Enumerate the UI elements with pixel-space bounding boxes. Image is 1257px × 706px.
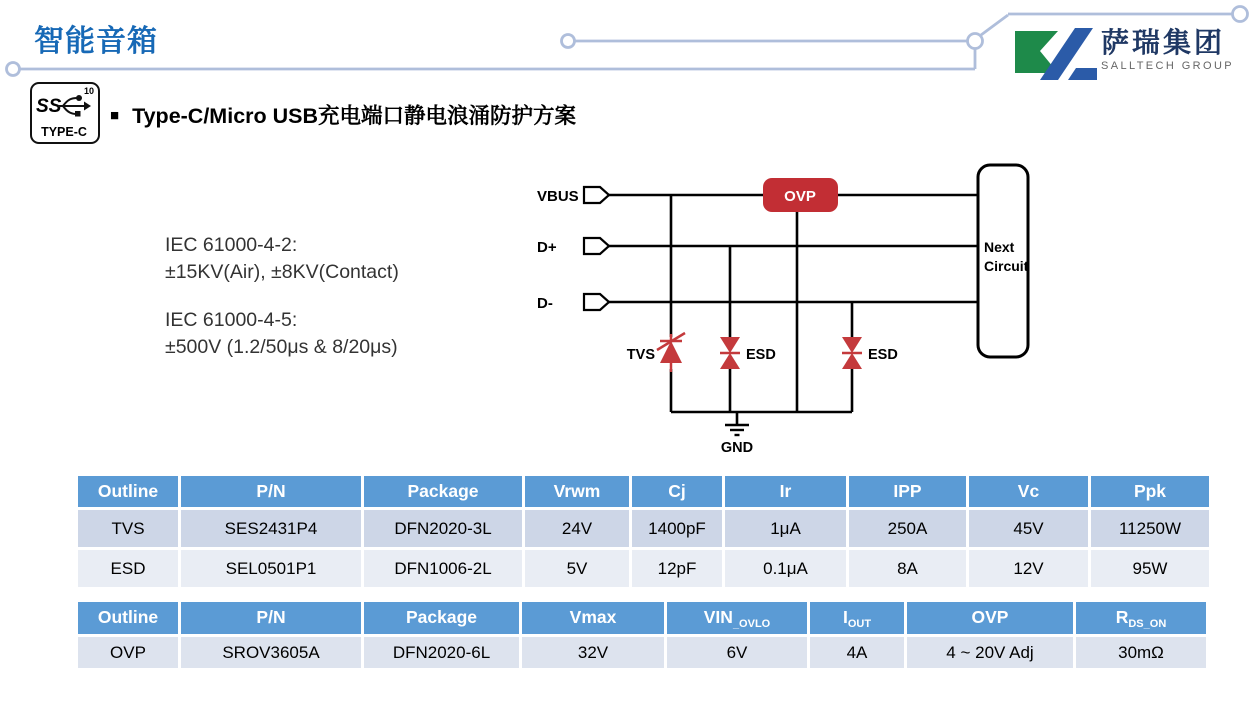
logo-name-cn: 萨瑞集团 [1101, 27, 1226, 58]
spec-gap [165, 286, 399, 307]
cell: 1400pF [632, 510, 722, 547]
cell: ESD [78, 550, 178, 587]
col-rds-on: $R_{DS\_ON}$ [1076, 602, 1206, 634]
esd-diode-icon-2 [842, 337, 862, 369]
next-circuit-label-2: Circuit [984, 258, 1029, 274]
section-title: Type-C/Micro USB充电端口静电浪涌防护方案 [132, 104, 577, 128]
typec-badge [30, 82, 100, 144]
tvs-label: TVS [626, 347, 655, 363]
col-package: Package [364, 602, 519, 634]
port-connector-icons [584, 187, 609, 310]
tvs-diode-icon [657, 333, 685, 372]
table-row-tvs [78, 510, 1209, 547]
col-pn: P/N [181, 476, 361, 507]
iec-rating-1: ±15KV(Air), ±8KV(Contact) [165, 261, 399, 283]
col-iout: $I_{OUT}$ [810, 602, 904, 634]
cell: 12V [969, 550, 1088, 587]
esd-label-2: ESD [868, 347, 898, 363]
ground-icon [725, 425, 749, 435]
dplus-label: D+ [537, 239, 557, 256]
decor-circle-right [1233, 7, 1248, 22]
col-outline: Outline [78, 602, 178, 634]
table1-header-row [78, 476, 1209, 507]
dminus-connector-icon [584, 294, 609, 310]
col-ovp: OVP [907, 602, 1073, 634]
gnd-label: GND [720, 440, 754, 456]
col-vrwm: Vrwm [525, 476, 629, 507]
cell: DFN2020-3L [364, 510, 522, 547]
cell: 5V [525, 550, 629, 587]
iec-rating-2: ±500V (1.2/50μs & 8/20μs) [165, 336, 398, 358]
section-heading [110, 99, 576, 130]
cell: TVS [78, 510, 178, 547]
col-vmax: Vmax [522, 602, 664, 634]
circuit-wires [607, 195, 978, 425]
col-outline: Outline [78, 476, 178, 507]
cell: DFN2020-6L [364, 637, 519, 668]
cell: 1μA [725, 510, 846, 547]
iec-standard-1: IEC 61000-4-2: [165, 234, 298, 256]
cell: 24V [525, 510, 629, 547]
cell: 0.1μA [725, 550, 846, 587]
cell: 4 ~ 20V Adj [907, 637, 1073, 668]
table-row-esd [78, 550, 1209, 587]
cell: SROV3605A [181, 637, 361, 668]
decor-circle-left [7, 63, 20, 76]
dplus-connector-icon [584, 238, 609, 254]
cell: 30mΩ [1076, 637, 1206, 668]
protection-circuit-diagram [528, 158, 1040, 460]
logo-name-en: SALLTECH GROUP [1101, 60, 1235, 72]
col-cj: Cj [632, 476, 722, 507]
usb-ss-label: SS [36, 96, 62, 117]
ovp-spec-table [75, 599, 1209, 671]
table-row-ovp [78, 637, 1206, 668]
next-circuit-label-1: Next [984, 239, 1015, 255]
cell: 4A [810, 637, 904, 668]
col-vc: Vc [969, 476, 1088, 507]
usb-ss-icon [32, 84, 97, 141]
iec-standard-2: IEC 61000-4-5: [165, 309, 298, 331]
cell: SEL0501P1 [181, 550, 361, 587]
table2-header-row [78, 602, 1206, 634]
vbus-label: VBUS [537, 188, 579, 205]
cell: OVP [78, 637, 178, 668]
cell: SES2431P4 [181, 510, 361, 547]
cell: 11250W [1091, 510, 1209, 547]
col-pn: P/N [181, 602, 361, 634]
vbus-connector-icon [584, 187, 609, 203]
cell: 8A [849, 550, 966, 587]
col-vin-ovlo: $VIN_{\_OVLO}$ [667, 602, 807, 634]
cell: 12pF [632, 550, 722, 587]
page-title: 智能音箱 [34, 25, 158, 58]
esd-diode-icon-1 [720, 337, 740, 369]
iec-spec-block [165, 232, 399, 361]
col-ppk: Ppk [1091, 476, 1209, 507]
col-ir: Ir [725, 476, 846, 507]
cell: 6V [667, 637, 807, 668]
cell: 32V [522, 637, 664, 668]
esd-label-1: ESD [746, 347, 776, 363]
section-bullet-icon: ■ [110, 107, 120, 124]
col-ipp: IPP [849, 476, 966, 507]
cell: 95W [1091, 550, 1209, 587]
salltech-logo-icon [1013, 24, 1103, 82]
tvs-esd-spec-table [75, 473, 1212, 590]
decor-circle-elbow [968, 34, 983, 49]
col-package: Package [364, 476, 522, 507]
usb-gen-superscript: 10 [84, 86, 95, 96]
cell: 250A [849, 510, 966, 547]
typec-caption: TYPE-C [41, 125, 87, 139]
decor-circle-mid [562, 35, 575, 48]
dminus-label: D- [537, 295, 553, 312]
ovp-block-label: OVP [784, 188, 816, 205]
cell: 45V [969, 510, 1088, 547]
logo-text-block [1101, 28, 1234, 72]
cell: DFN1006-2L [364, 550, 522, 587]
